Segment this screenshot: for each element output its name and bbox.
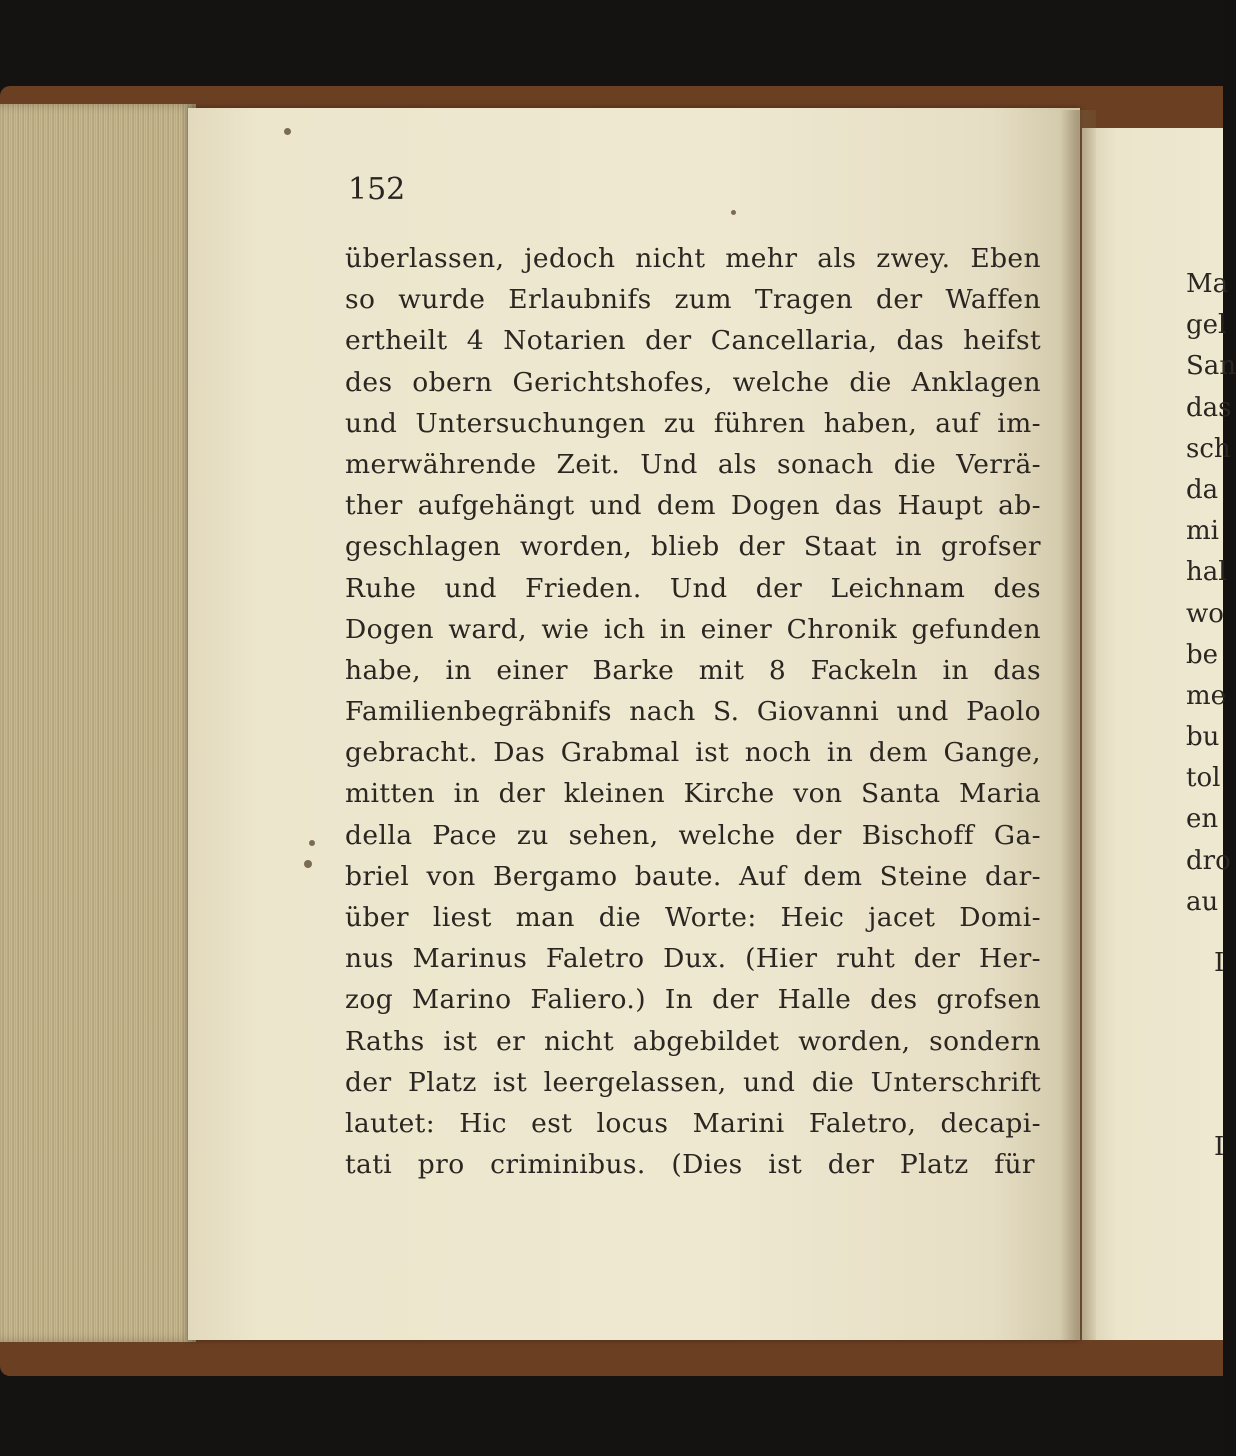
page-number: 152 xyxy=(348,172,406,207)
text-line-fragment: au xyxy=(1186,886,1219,917)
text-line-fragment: I xyxy=(1214,1132,1225,1162)
text-line-fragment: Ma xyxy=(1186,269,1229,299)
text-line-fragment: hal xyxy=(1186,557,1227,588)
page-edges xyxy=(0,104,196,1342)
text-line: der Platz ist leergelassen, und die Unterschrift xyxy=(345,1066,1041,1098)
left-page-text xyxy=(345,238,1045,1185)
text-line: Familienbegräbnifs nach S. Giovanni und Paolo xyxy=(345,696,1041,728)
text-line-fragment: wo xyxy=(1186,598,1224,629)
text-line-fragment: mi xyxy=(1186,516,1219,547)
text-line-fragment: gel xyxy=(1186,310,1227,341)
text-line-fragment: tol xyxy=(1186,763,1221,794)
text-line: Raths ist er nicht abgebildet worden, sondern xyxy=(345,1025,1041,1057)
text-line: gebracht. Das Grabmal ist noch in dem Gange, xyxy=(345,737,1041,769)
paper-speck xyxy=(284,128,291,135)
text-line-fragment: en xyxy=(1186,804,1219,835)
text-line: geschlagen worden, blieb der Staat in grofser xyxy=(345,531,1041,563)
text-line-fragment: me xyxy=(1186,680,1227,711)
right-page-text xyxy=(1186,264,1236,923)
paper-speck xyxy=(309,840,315,846)
text-line: über liest man die Worte: Heic jacet Domi- xyxy=(345,902,1041,933)
text-line-fragment: San xyxy=(1186,351,1236,382)
text-line: des obern Gerichtshofes, welche die Anklagen xyxy=(345,366,1041,398)
text-line: mitten in der kleinen Kirche von Santa Maria xyxy=(345,778,1041,810)
text-line: ertheilt 4 Notarien der Cancellaria, das heifst xyxy=(345,325,1041,357)
text-line: habe, in einer Barke mit 8 Fackeln in das xyxy=(345,654,1041,686)
text-line: so wurde Erlaubnifs zum Tragen der Waffen xyxy=(345,284,1041,316)
text-line: überlassen, jedoch nicht mehr als zwey. Eben xyxy=(345,243,1041,274)
text-line-fragment: da xyxy=(1186,474,1219,505)
text-line: Ruhe und Frieden. Und der Leichnam des xyxy=(345,572,1041,604)
text-line: und Untersuchungen zu führen haben, auf im- xyxy=(345,407,1041,439)
paper-speck xyxy=(304,860,312,868)
text-line: della Pace zu sehen, welche der Bischoff Ga- xyxy=(345,819,1041,851)
text-line-fragment: bu xyxy=(1186,722,1220,753)
text-line: Dogen ward, wie ich in einer Chronik gefunden xyxy=(345,613,1041,645)
text-line-fragment: das xyxy=(1186,392,1232,423)
text-line-fragment: sch xyxy=(1186,433,1231,464)
book-gutter xyxy=(1060,110,1096,1340)
text-line-fragment: dro xyxy=(1186,845,1231,876)
text-line: lautet: Hic est locus Marini Faletro, decapi- xyxy=(345,1107,1041,1139)
text-line: merwährende Zeit. Und als sonach die Verrä- xyxy=(345,448,1041,480)
text-line-fragment: I xyxy=(1214,948,1225,978)
text-line: nus Marinus Faletro Dux. (Hier ruht der Her- xyxy=(345,943,1041,975)
text-line-fragment: be xyxy=(1186,639,1219,670)
paper-speck xyxy=(731,210,736,215)
text-line: tati pro criminibus. (Dies ist der Platz für xyxy=(345,1149,1035,1181)
text-line: zog Marino Faliero.) In der Halle des grofsen xyxy=(345,984,1041,1016)
text-line: briel von Bergamo baute. Auf dem Steine dar- xyxy=(345,860,1041,892)
text-line: ther aufgehängt und dem Dogen das Haupt ab- xyxy=(345,490,1041,522)
